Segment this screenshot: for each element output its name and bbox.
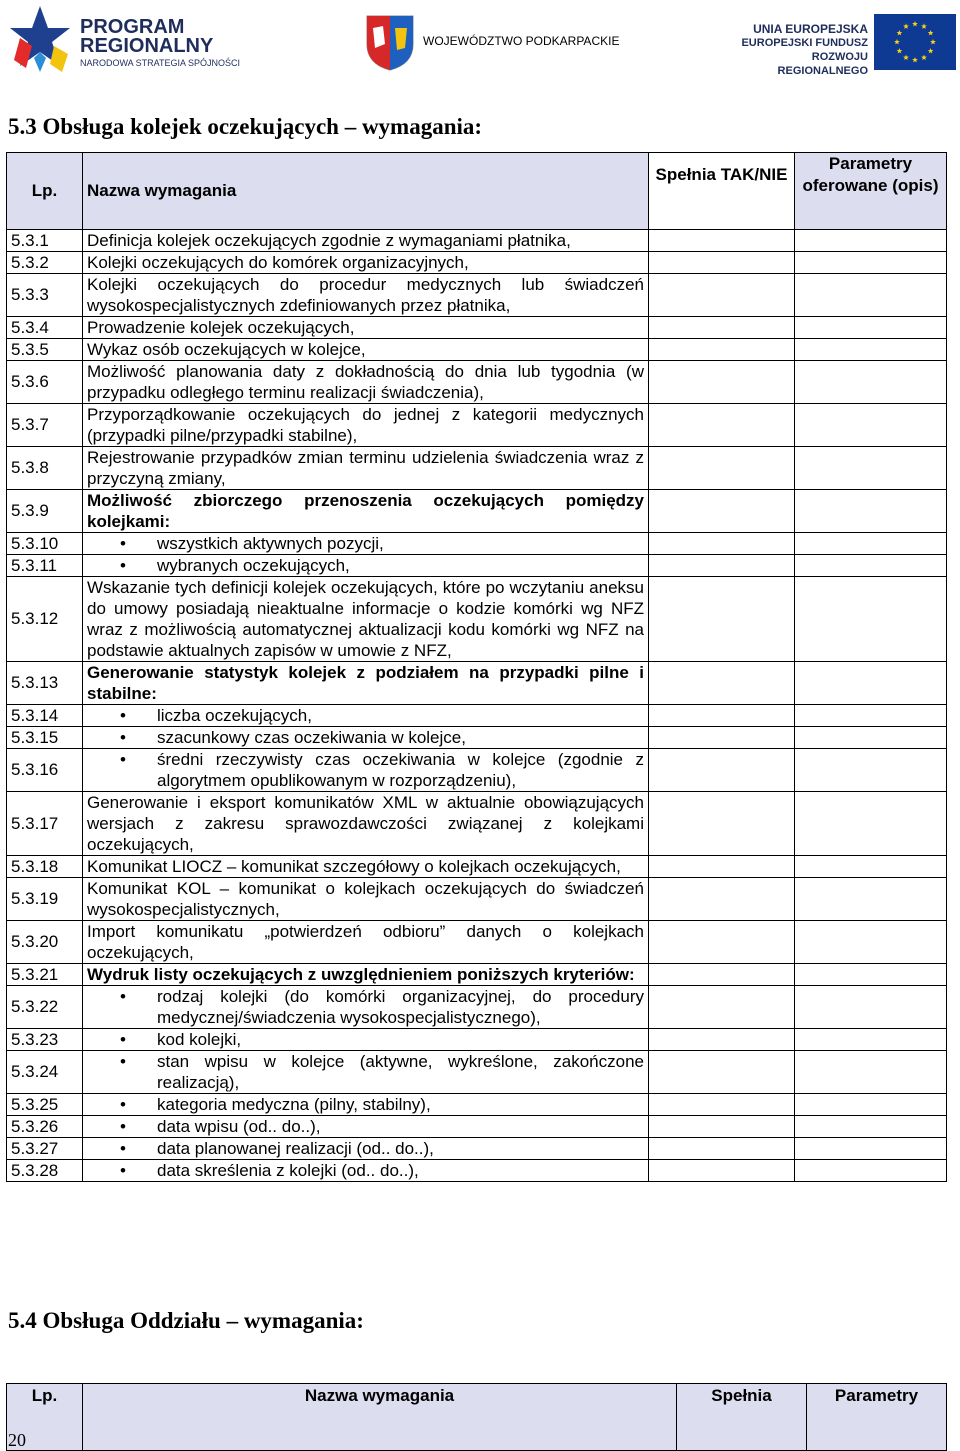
row-number: 5.3.12 <box>7 577 83 662</box>
requirement-name <box>83 533 649 555</box>
requirement-name: Generowanie statystyk kolejek z podziałem na przypadki pilne i stabilne: <box>83 662 649 705</box>
requirement-name: Wskazanie tych definicji kolejek oczekujących, które po wczytaniu aneksu do umowy posiadają nieaktualne informacje o kodzie komórki wg NFZ wraz z możliwością automatycznej aktualizacji kodu komórki wg NFZ na podstawie aktualnych zapisów w umowie z NFZ, <box>83 577 649 662</box>
row-number: 5.3.24 <box>7 1051 83 1094</box>
eu-text: UNIA EUROPEJSKA EUROPEJSKI FUNDUSZ ROZWOJU REGIONALNEGO <box>741 22 868 77</box>
table-row <box>7 727 947 749</box>
params-cell[interactable] <box>795 577 947 662</box>
row-number: 5.3.6 <box>7 361 83 404</box>
params-cell[interactable] <box>795 230 947 252</box>
bullet-item: • data skreślenia z kolejki (od.. do..), <box>87 1160 644 1181</box>
row-number: 5.3.18 <box>7 856 83 878</box>
table-row <box>7 856 947 878</box>
table-row <box>7 1116 947 1138</box>
requirement-name <box>83 1160 649 1182</box>
table-row <box>7 1138 947 1160</box>
table-row <box>7 878 947 921</box>
requirement-name <box>83 1094 649 1116</box>
requirements-table-5-4 <box>6 1383 947 1451</box>
meets-cell[interactable] <box>649 230 795 252</box>
requirement-name: Możliwość zbiorczego przenoszenia oczekujących pomiędzy kolejkami: <box>83 490 649 533</box>
column-header-name: Nazwa wymagania <box>83 1384 677 1451</box>
meets-cell[interactable] <box>649 490 795 533</box>
table-header-row <box>7 1384 947 1451</box>
params-cell[interactable] <box>795 555 947 577</box>
meets-cell[interactable] <box>649 339 795 361</box>
requirement-name: Definicja kolejek oczekujących zgodnie z wymaganiami płatnika, <box>83 230 649 252</box>
row-number: 5.3.3 <box>7 274 83 317</box>
params-cell[interactable] <box>795 986 947 1029</box>
bullet-item: • kategoria medyczna (pilny, stabilny), <box>87 1094 644 1115</box>
row-number: 5.3.20 <box>7 921 83 964</box>
params-cell[interactable] <box>795 705 947 727</box>
table-row <box>7 447 947 490</box>
row-number: 5.3.13 <box>7 662 83 705</box>
table-row <box>7 230 947 252</box>
table-row <box>7 1160 947 1182</box>
params-cell[interactable] <box>795 1029 947 1051</box>
meets-cell[interactable] <box>649 447 795 490</box>
column-header-lp: Lp. <box>7 153 83 230</box>
table-row <box>7 964 947 986</box>
meets-cell[interactable] <box>649 361 795 404</box>
bullet-item: • kod kolejki, <box>87 1029 644 1050</box>
table-row <box>7 490 947 533</box>
row-number: 5.3.14 <box>7 705 83 727</box>
meets-cell[interactable] <box>649 964 795 986</box>
section-title-5-3: 5.3 Obsługa kolejek oczekujących – wymagania: <box>8 114 483 139</box>
requirement-name: Import komunikatu „potwierdzeń odbioru” danych o kolejkach oczekujących, <box>83 921 649 964</box>
params-cell[interactable] <box>795 274 947 317</box>
table-row <box>7 555 947 577</box>
params-cell[interactable] <box>795 533 947 555</box>
params-cell[interactable] <box>795 339 947 361</box>
meets-cell[interactable] <box>649 705 795 727</box>
star-logo-icon <box>10 2 72 74</box>
table-row <box>7 1029 947 1051</box>
meets-cell[interactable] <box>649 274 795 317</box>
requirement-name: Prowadzenie kolejek oczekujących, <box>83 317 649 339</box>
meets-cell[interactable] <box>649 878 795 921</box>
table-row <box>7 705 947 727</box>
page-number: 20 <box>8 1430 26 1450</box>
meets-cell[interactable] <box>649 856 795 878</box>
table-row <box>7 1094 947 1116</box>
requirement-name <box>83 749 649 792</box>
table-row <box>7 252 947 274</box>
table-row <box>7 662 947 705</box>
row-number: 5.3.11 <box>7 555 83 577</box>
meets-cell[interactable] <box>649 577 795 662</box>
meets-cell[interactable] <box>649 921 795 964</box>
bullet-item: • szacunkowy czas oczekiwania w kolejce, <box>87 727 644 748</box>
row-number: 5.3.9 <box>7 490 83 533</box>
requirement-name <box>83 1029 649 1051</box>
requirement-name: Generowanie i eksport komunikatów XML w aktualnie obowiązujących wersjach z zakresu sprawozdawczości związanej z kolejkami oczekujących, <box>83 792 649 856</box>
bullet-item: • liczba oczekujących, <box>87 705 644 726</box>
eu-logo <box>720 14 960 77</box>
table-row <box>7 577 947 662</box>
requirement-name: Komunikat LIOCZ – komunikat szczegółowy o kolejkach oczekujących, <box>83 856 649 878</box>
bullet-item: • wybranych oczekujących, <box>87 555 644 576</box>
bullet-item: • rodzaj kolejki (do komórki organizacyjnej, do procedury medycznej/świadczenia wysokospecjalistycznego), <box>87 986 644 1028</box>
wojewodztwo-logo <box>365 14 625 72</box>
table-row <box>7 921 947 964</box>
params-cell[interactable] <box>795 856 947 878</box>
meets-cell[interactable] <box>649 555 795 577</box>
table-row <box>7 404 947 447</box>
row-number: 5.3.1 <box>7 230 83 252</box>
params-cell[interactable] <box>795 490 947 533</box>
coat-of-arms-icon <box>365 14 415 72</box>
meets-cell[interactable] <box>649 1138 795 1160</box>
params-cell[interactable] <box>795 361 947 404</box>
table-row <box>7 792 947 856</box>
bullet-item: • stan wpisu w kolejce (aktywne, wykreślone, zakończone realizacją), <box>87 1051 644 1093</box>
params-cell[interactable] <box>795 964 947 986</box>
params-cell[interactable] <box>795 317 947 339</box>
params-cell[interactable] <box>795 749 947 792</box>
params-cell[interactable] <box>795 727 947 749</box>
column-header-params: Parametry oferowane (opis) <box>795 153 947 230</box>
row-number: 5.3.7 <box>7 404 83 447</box>
requirement-name <box>83 1051 649 1094</box>
row-number: 5.3.4 <box>7 317 83 339</box>
table-row <box>7 339 947 361</box>
meets-cell[interactable] <box>649 727 795 749</box>
row-number: 5.3.26 <box>7 1116 83 1138</box>
params-cell[interactable] <box>795 1160 947 1182</box>
bullet-item: • wszystkich aktywnych pozycji, <box>87 533 644 554</box>
params-cell[interactable] <box>795 404 947 447</box>
table-header-row <box>7 153 947 230</box>
requirement-name <box>83 727 649 749</box>
column-header-meets: Spełnia <box>677 1384 807 1451</box>
row-number: 5.3.5 <box>7 339 83 361</box>
params-cell[interactable] <box>795 1094 947 1116</box>
meets-cell[interactable] <box>649 317 795 339</box>
requirements-table-5-3 <box>6 152 947 1182</box>
params-cell[interactable] <box>795 921 947 964</box>
meets-cell[interactable] <box>649 662 795 705</box>
meets-cell[interactable] <box>649 1029 795 1051</box>
column-header-meets: Spełnia TAK/NIE <box>649 153 795 230</box>
meets-cell[interactable] <box>649 1094 795 1116</box>
column-header-params: Parametry <box>807 1384 947 1451</box>
table-row <box>7 274 947 317</box>
section-title-5-4: 5.4 Obsługa Oddziału – wymagania: <box>8 1308 364 1333</box>
meets-cell[interactable] <box>649 533 795 555</box>
requirement-name <box>83 986 649 1029</box>
row-number: 5.3.15 <box>7 727 83 749</box>
meets-cell[interactable] <box>649 792 795 856</box>
row-number: 5.3.2 <box>7 252 83 274</box>
table-row <box>7 749 947 792</box>
row-number: 5.3.17 <box>7 792 83 856</box>
row-number: 5.3.25 <box>7 1094 83 1116</box>
params-cell[interactable] <box>795 447 947 490</box>
params-cell[interactable] <box>795 1116 947 1138</box>
wojewodztwo-name: WOJEWÓDZTWO PODKARPACKIE <box>423 34 620 48</box>
table-row <box>7 1051 947 1094</box>
row-number: 5.3.8 <box>7 447 83 490</box>
meets-cell[interactable] <box>649 1160 795 1182</box>
column-header-lp: Lp. <box>7 1384 83 1451</box>
params-cell[interactable] <box>795 792 947 856</box>
requirement-name: Przyporządkowanie oczekujących do jednej z kategorii medycznych (przypadki pilne/przypadki stabilne), <box>83 404 649 447</box>
row-number: 5.3.23 <box>7 1029 83 1051</box>
row-number: 5.3.21 <box>7 964 83 986</box>
column-header-name: Nazwa wymagania <box>83 153 649 230</box>
meets-cell[interactable] <box>649 1051 795 1094</box>
requirement-name: Wydruk listy oczekujących z uwzględnieniem poniższych kryteriów: <box>83 964 649 986</box>
row-number: 5.3.27 <box>7 1138 83 1160</box>
table-row <box>7 361 947 404</box>
program-title: PROGRAM REGIONALNY <box>80 16 214 57</box>
table-row <box>7 533 947 555</box>
requirement-name <box>83 1116 649 1138</box>
requirement-name: Rejestrowanie przypadków zmian terminu udzielenia świadczenia wraz z przyczyną zmiany, <box>83 447 649 490</box>
table-row <box>7 986 947 1029</box>
params-cell[interactable] <box>795 1051 947 1094</box>
row-number: 5.3.16 <box>7 749 83 792</box>
program-subtitle: NARODOWA STRATEGIA SPÓJNOŚCI <box>80 58 241 68</box>
requirement-name <box>83 1138 649 1160</box>
row-number: 5.3.28 <box>7 1160 83 1182</box>
requirement-name <box>83 705 649 727</box>
requirement-name: Możliwość planowania daty z dokładnością do dnia lub tygodnia (w przypadku odległego terminu realizacji świadczenia), <box>83 361 649 404</box>
row-number: 5.3.19 <box>7 878 83 921</box>
meets-cell[interactable] <box>649 252 795 274</box>
program-regionalny-logo <box>10 2 250 74</box>
bullet-item: • data wpisu (od.. do..), <box>87 1116 644 1137</box>
params-cell[interactable] <box>795 252 947 274</box>
requirement-name: Kolejki oczekujących do procedur medycznych lub świadczeń wysokospecjalistycznych zdefiniowanych przez płatnika, <box>83 274 649 317</box>
meets-cell[interactable] <box>649 1116 795 1138</box>
meets-cell[interactable] <box>649 986 795 1029</box>
requirement-name: Komunikat KOL – komunikat o kolejkach oczekujących do świadczeń wysokospecjalistycznych, <box>83 878 649 921</box>
params-cell[interactable] <box>795 662 947 705</box>
table-row <box>7 317 947 339</box>
bullet-item: • data planowanej realizacji (od.. do..), <box>87 1138 644 1159</box>
bullet-item: • średni rzeczywisty czas oczekiwania w kolejce (zgodnie z algorytmem opublikowanym w rozporządzeniu), <box>87 749 644 791</box>
meets-cell[interactable] <box>649 404 795 447</box>
header-logos <box>0 0 960 80</box>
params-cell[interactable] <box>795 878 947 921</box>
meets-cell[interactable] <box>649 749 795 792</box>
row-number: 5.3.10 <box>7 533 83 555</box>
eu-flag-icon <box>874 14 956 70</box>
requirement-name: Wykaz osób oczekujących w kolejce, <box>83 339 649 361</box>
row-number: 5.3.22 <box>7 986 83 1029</box>
params-cell[interactable] <box>795 1138 947 1160</box>
requirement-name: Kolejki oczekujących do komórek organizacyjnych, <box>83 252 649 274</box>
requirement-name <box>83 555 649 577</box>
